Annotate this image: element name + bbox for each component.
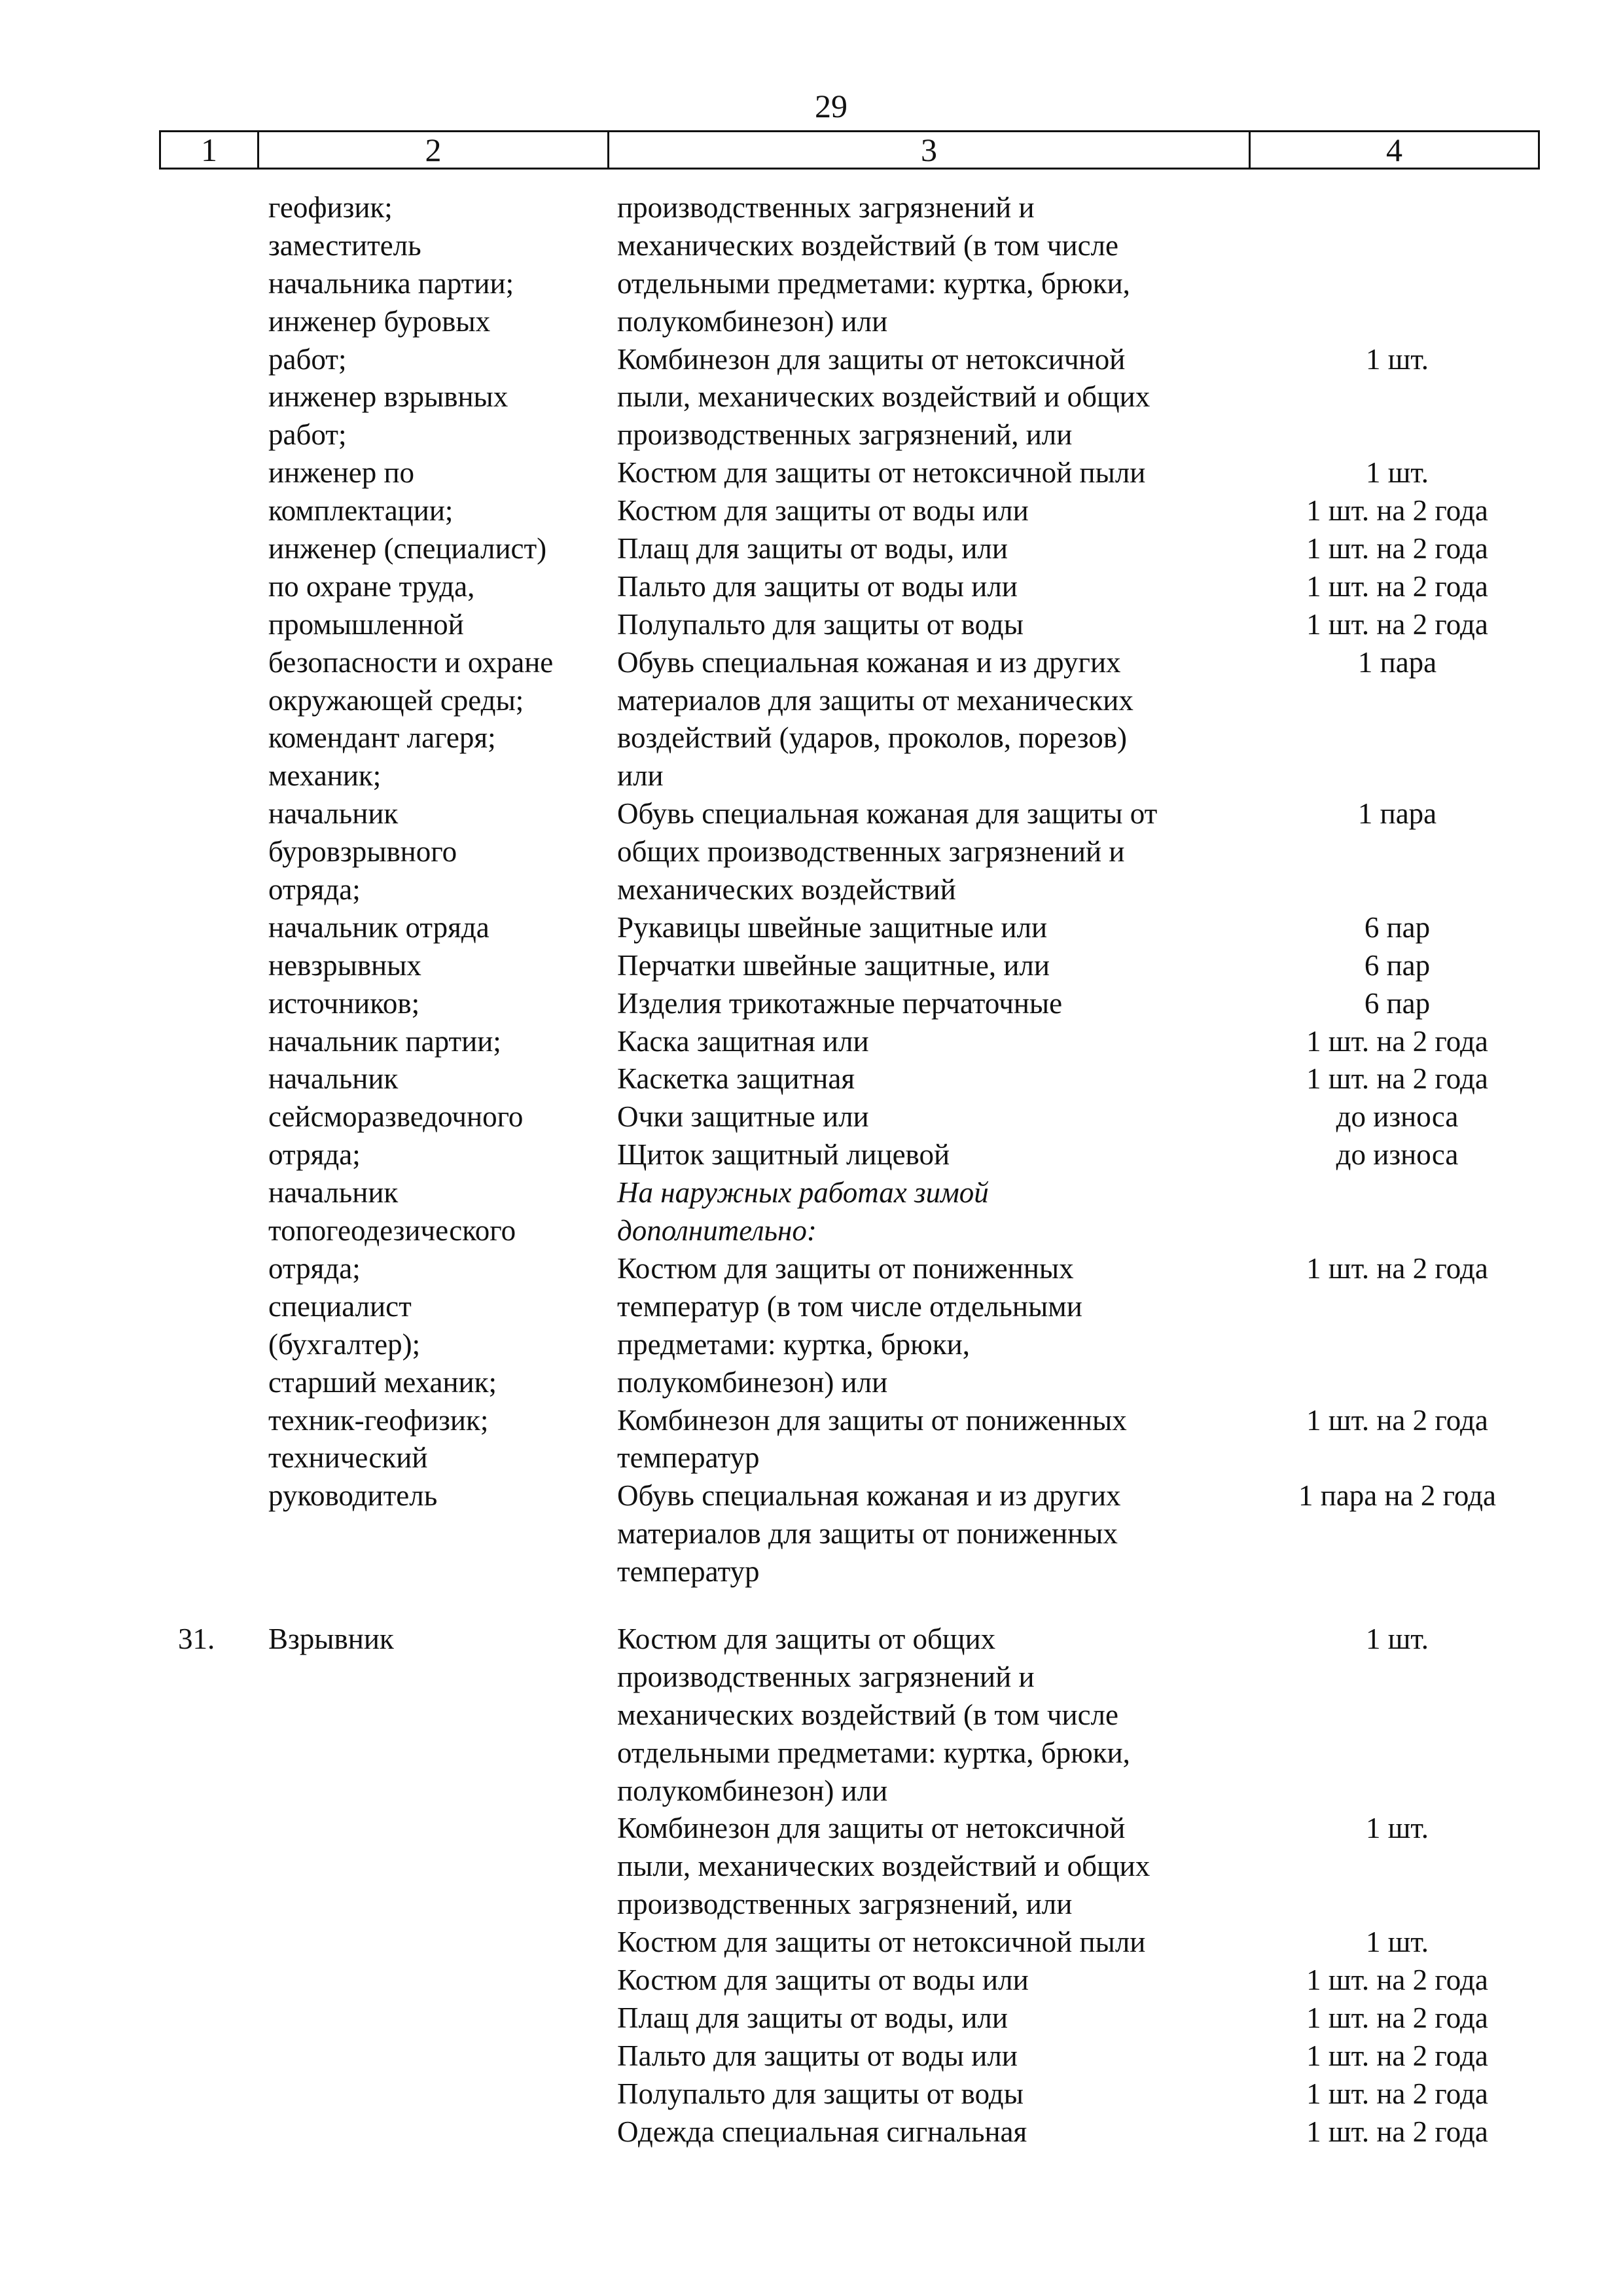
quantity-line: 1 шт. на 2 года bbox=[1306, 2039, 1488, 2072]
quantity-line: 1 шт. на 2 года bbox=[1306, 607, 1488, 641]
position-line: работ; bbox=[268, 342, 347, 376]
quantity-line: 1 шт. на 2 года bbox=[1306, 2001, 1488, 2034]
item-line: пыли, механических воздействий и общих bbox=[617, 1850, 1150, 1883]
entry-30-items bbox=[617, 189, 1157, 1591]
quantity-line: 1 шт. bbox=[1366, 1623, 1429, 1655]
quantity-line bbox=[1257, 682, 1538, 720]
position-line: отряда; bbox=[268, 1251, 361, 1285]
position-line: инженер взрывных bbox=[268, 380, 508, 414]
position-line: механик; bbox=[268, 759, 382, 793]
item-line: Плащ для защиты от воды, или bbox=[617, 2001, 1008, 2034]
entry-30-positions bbox=[268, 189, 553, 1515]
item-line: материалов для защиты от пониженных bbox=[617, 1517, 1118, 1551]
quantity-line: 1 шт. на 2 года bbox=[1306, 1062, 1488, 1096]
item-line: температур bbox=[617, 1441, 760, 1475]
position-line: Взрывник bbox=[268, 1623, 394, 1655]
item-line: Полупальто для защиты от воды bbox=[617, 2077, 1024, 2110]
item-line: Рукавицы швейные защитные или bbox=[617, 910, 1048, 944]
quantity-line bbox=[1257, 1364, 1538, 1402]
quantity-line: 1 шт. на 2 года bbox=[1306, 2115, 1488, 2148]
item-line: Плащ для защиты от воды, или bbox=[617, 532, 1008, 565]
row-number: 31. bbox=[178, 1623, 215, 1655]
position-line: источников; bbox=[268, 986, 420, 1020]
item-line: Костюм для защиты от нетоксичной пыли bbox=[617, 1926, 1146, 1959]
quantity-line: 6 пар bbox=[1364, 986, 1431, 1020]
item-line: отдельными предметами: куртка, брюки, bbox=[617, 266, 1130, 300]
item-line: материалов для защиты от механических bbox=[617, 683, 1133, 717]
position-line: окружающей среды; bbox=[268, 683, 524, 717]
item-line: Одежда специальная сигнальная bbox=[617, 2115, 1027, 2148]
quantity-line bbox=[1257, 833, 1538, 871]
quantity-line: 1 шт. bbox=[1366, 1812, 1429, 1845]
quantity-line bbox=[1257, 1659, 1538, 1696]
item-line: механических воздействий (в том числе bbox=[617, 228, 1118, 262]
item-line: Пальто для защиты от воды или bbox=[617, 2039, 1018, 2072]
quantity-line bbox=[1257, 1288, 1538, 1326]
item-line: полукомбинезон) или bbox=[617, 304, 888, 338]
quantity-line bbox=[1257, 1696, 1538, 1734]
item-line: температур (в том числе отдельными bbox=[617, 1289, 1082, 1323]
item-line: или bbox=[617, 759, 664, 793]
column-header-2: 2 bbox=[259, 132, 609, 168]
item-line: механических воздействий (в том числе bbox=[617, 1698, 1118, 1731]
quantity-line: до износа bbox=[1336, 1138, 1459, 1172]
quantity-line: 1 шт. на 2 года bbox=[1306, 1964, 1488, 1997]
item-line: Полупальто для защиты от воды bbox=[617, 607, 1024, 641]
position-line: безопасности и охране bbox=[268, 645, 554, 679]
quantity-line: до износа bbox=[1336, 1100, 1459, 1134]
quantity-line bbox=[1257, 1515, 1538, 1553]
item-line: Комбинезон для защиты от нетоксичной bbox=[617, 342, 1126, 376]
position-line: невзрывных bbox=[268, 948, 421, 982]
position-line: начальник bbox=[268, 797, 399, 831]
position-line: технический bbox=[268, 1441, 428, 1475]
position-line: (бухгалтер); bbox=[268, 1327, 421, 1361]
quantity-line bbox=[1257, 227, 1538, 265]
item-line: воздействий (ударов, проколов, порезов) bbox=[617, 721, 1128, 755]
item-line: Пальто для защиты от воды или bbox=[617, 569, 1018, 603]
item-line: Каска защитная или bbox=[617, 1024, 869, 1058]
entry-31-items bbox=[617, 1621, 1150, 2151]
quantity-line: 1 пара bbox=[1357, 797, 1437, 831]
position-line: топогеодезического bbox=[268, 1214, 516, 1247]
item-line: Обувь специальная кожаная и из других bbox=[617, 645, 1121, 679]
quantity-line: 1 шт. на 2 года bbox=[1306, 1024, 1488, 1058]
position-line: заместитель bbox=[268, 228, 421, 262]
quantity-line: 1 шт. на 2 года bbox=[1306, 1251, 1488, 1285]
quantity-line: 1 шт. на 2 года bbox=[1306, 494, 1488, 528]
item-line: Костюм для защиты от нетоксичной пыли bbox=[617, 456, 1146, 490]
item-line: производственных загрязнений, или bbox=[617, 418, 1073, 452]
position-line: начальник отряда bbox=[268, 910, 490, 944]
item-line: Обувь специальная кожаная и из других bbox=[617, 1479, 1121, 1513]
item-line: Комбинезон для защиты от пониженных bbox=[617, 1403, 1127, 1437]
entry-31-number bbox=[178, 1621, 215, 1659]
position-line: работ; bbox=[268, 418, 347, 452]
position-line: начальник партии; bbox=[268, 1024, 501, 1058]
quantity-line bbox=[1257, 1886, 1538, 1924]
item-line: Щиток защитный лицевой bbox=[617, 1138, 950, 1172]
position-line: комендант лагеря; bbox=[268, 721, 496, 755]
quantity-line bbox=[1257, 1848, 1538, 1886]
quantity-line: 1 шт. bbox=[1366, 1926, 1429, 1959]
position-line: инженер (специалист) bbox=[268, 532, 547, 565]
item-line: Комбинезон для защиты от нетоксичной bbox=[617, 1812, 1126, 1845]
position-line: геофизик; bbox=[268, 191, 393, 224]
quantity-line bbox=[1257, 1734, 1538, 1772]
position-line: отряда; bbox=[268, 1138, 361, 1172]
item-line: механических воздействий bbox=[617, 873, 956, 906]
quantity-line bbox=[1257, 265, 1538, 303]
quantity-line bbox=[1257, 1174, 1538, 1212]
page-number: 29 bbox=[815, 88, 847, 124]
item-line: Костюм для защиты от воды или bbox=[617, 1964, 1029, 1997]
quantity-line: 1 шт. на 2 года bbox=[1306, 2077, 1488, 2110]
item-line: Костюм для защиты от воды или bbox=[617, 494, 1029, 528]
position-line: инженер буровых bbox=[268, 304, 491, 338]
quantity-line bbox=[1257, 719, 1538, 757]
column-header-row bbox=[159, 130, 1540, 170]
position-line: инженер по bbox=[268, 456, 415, 490]
position-line: начальник bbox=[268, 1176, 399, 1210]
winter-note-line: На наружных работах зимой bbox=[617, 1176, 989, 1210]
item-line: Каскетка защитная bbox=[617, 1062, 855, 1096]
position-line: комплектации; bbox=[268, 494, 454, 528]
quantity-line bbox=[1257, 1326, 1538, 1364]
item-line: полукомбинезон) или bbox=[617, 1365, 888, 1399]
item-line: предметами: куртка, брюки, bbox=[617, 1327, 970, 1361]
quantity-line bbox=[1257, 189, 1538, 227]
item-line: Костюм для защиты от общих bbox=[617, 1623, 996, 1655]
item-line: производственных загрязнений, или bbox=[617, 1888, 1073, 1921]
item-line: полукомбинезон) или bbox=[617, 1774, 888, 1807]
item-line: производственных загрязнений и bbox=[617, 191, 1035, 224]
position-line: руководитель bbox=[268, 1479, 438, 1513]
column-header-3: 3 bbox=[609, 132, 1251, 168]
item-line: температур bbox=[617, 1555, 760, 1588]
position-line: специалист bbox=[268, 1289, 412, 1323]
entry-31-quantities bbox=[1257, 1621, 1538, 2151]
position-line: сейсморазведочного bbox=[268, 1100, 524, 1134]
quantity-line: 1 шт. bbox=[1366, 456, 1429, 490]
position-line: начальник bbox=[268, 1062, 399, 1096]
item-line: пыли, механических воздействий и общих bbox=[617, 380, 1150, 414]
quantity-line: 1 шт. на 2 года bbox=[1306, 1403, 1488, 1437]
item-line: Очки защитные или bbox=[617, 1100, 869, 1134]
quantity-line bbox=[1257, 1212, 1538, 1250]
entry-31-position bbox=[268, 1621, 394, 1659]
item-line: общих производственных загрязнений и bbox=[617, 835, 1125, 869]
position-line: начальника партии; bbox=[268, 266, 514, 300]
position-line: буровзрывного bbox=[268, 835, 457, 869]
item-line: Перчатки швейные защитные, или bbox=[617, 948, 1050, 982]
column-header-1: 1 bbox=[161, 132, 259, 168]
item-line: производственных загрязнений и bbox=[617, 1660, 1035, 1693]
quantity-line bbox=[1257, 871, 1538, 909]
quantity-line: 1 шт. bbox=[1366, 342, 1429, 376]
position-line: отряда; bbox=[268, 873, 361, 906]
quantity-line: 1 шт. на 2 года bbox=[1306, 532, 1488, 565]
item-line: отдельными предметами: куртка, брюки, bbox=[617, 1736, 1130, 1769]
quantity-line bbox=[1257, 378, 1538, 416]
position-line: техник-геофизик; bbox=[268, 1403, 489, 1437]
quantity-line: 1 пара на 2 года bbox=[1298, 1479, 1496, 1513]
winter-note-line: дополнительно: bbox=[617, 1214, 817, 1247]
quantity-line bbox=[1257, 416, 1538, 454]
entry-30-quantities bbox=[1257, 189, 1538, 1591]
item-line: Костюм для защиты от пониженных bbox=[617, 1251, 1074, 1285]
item-line: Изделия трикотажные перчаточные bbox=[617, 986, 1063, 1020]
quantity-line bbox=[1257, 1439, 1538, 1477]
item-line: Обувь специальная кожаная для защиты от bbox=[617, 797, 1158, 831]
quantity-line bbox=[1257, 303, 1538, 341]
column-header-4: 4 bbox=[1386, 132, 1402, 168]
quantity-line bbox=[1257, 1772, 1538, 1810]
quantity-line: 1 шт. на 2 года bbox=[1306, 569, 1488, 603]
position-line: промышленной bbox=[268, 607, 464, 641]
quantity-line: 6 пар bbox=[1364, 948, 1431, 982]
position-line: старший механик; bbox=[268, 1365, 497, 1399]
quantity-line bbox=[1257, 1553, 1538, 1591]
quantity-line: 6 пар bbox=[1364, 910, 1431, 944]
position-line: по охране труда, bbox=[268, 569, 475, 603]
quantity-line: 1 пара bbox=[1357, 645, 1437, 679]
quantity-line bbox=[1257, 757, 1538, 795]
